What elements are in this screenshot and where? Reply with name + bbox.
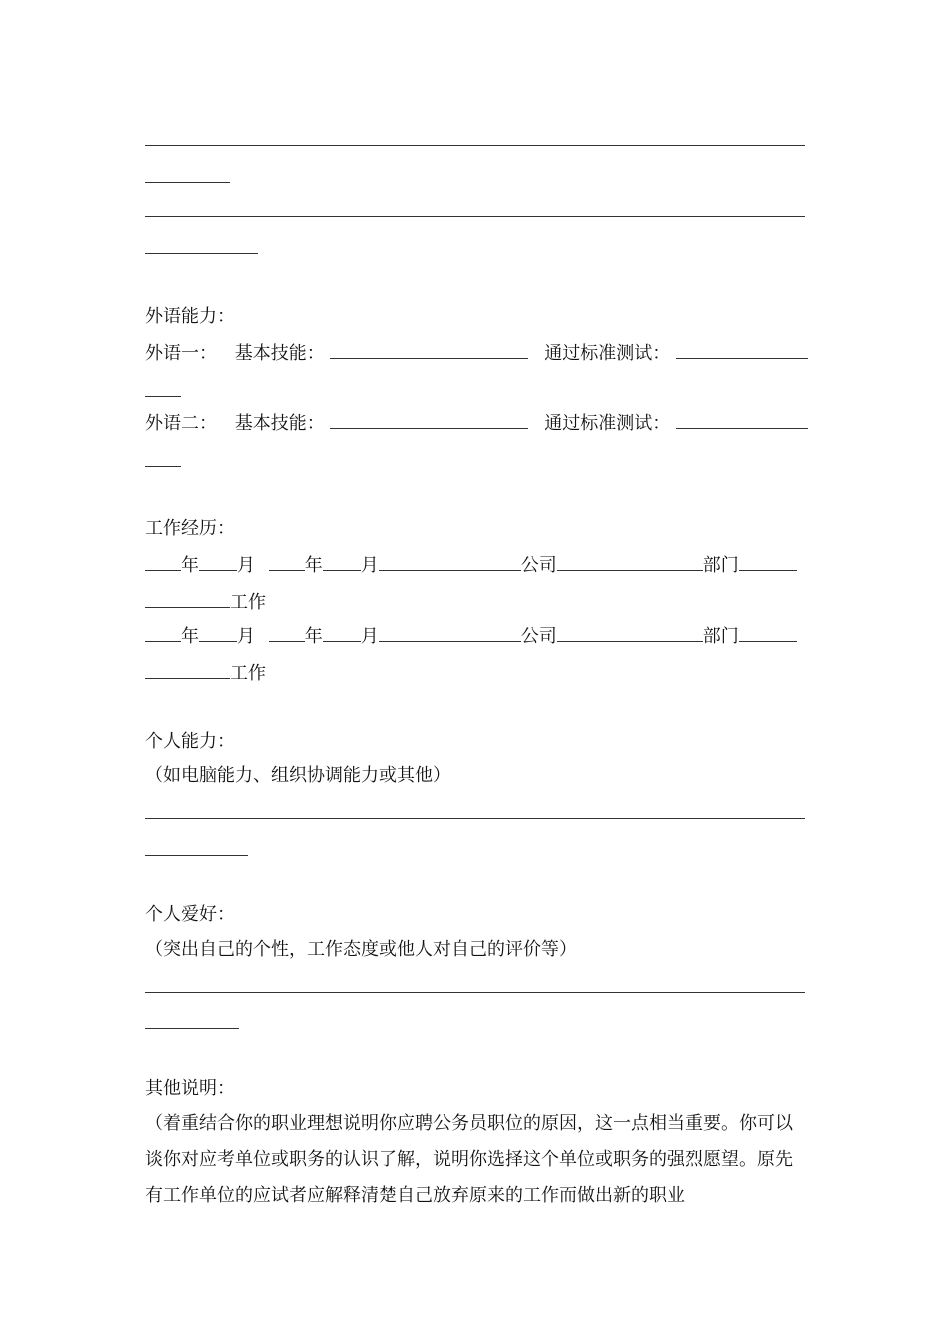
blank-line[interactable] [145, 396, 181, 397]
job-label: 工作 [230, 663, 266, 684]
test-label: 通过标准测试： [544, 413, 671, 434]
hobby-heading: 个人爱好： [145, 904, 235, 925]
job-blank[interactable] [739, 552, 797, 571]
blank-line[interactable] [145, 216, 805, 217]
dept-blank[interactable] [557, 552, 703, 571]
skill-blank[interactable] [330, 340, 528, 359]
start-year-blank[interactable] [145, 623, 181, 642]
job-blank[interactable] [145, 589, 230, 608]
dept-label: 部门 [702, 555, 739, 576]
dept-blank[interactable] [557, 623, 703, 642]
foreign-language-heading: 外语能力： [145, 306, 235, 327]
end-month-blank[interactable] [323, 552, 361, 571]
month-label: 月 [237, 626, 255, 647]
job-label: 工作 [230, 592, 266, 613]
month-label: 月 [237, 555, 255, 576]
foreign-language-2-row [145, 410, 808, 436]
lang1-label: 外语一： [145, 343, 217, 364]
start-month-blank[interactable] [199, 552, 237, 571]
blank-line[interactable] [145, 855, 248, 856]
year-label: 年 [304, 626, 323, 647]
blank-line[interactable] [145, 992, 805, 993]
job-blank[interactable] [739, 623, 797, 642]
skill-label: 基本技能： [234, 343, 325, 364]
work-row-cont [145, 660, 266, 686]
company-blank[interactable] [379, 552, 521, 571]
ability-hint: （如电脑能力、组织协调能力或其他） [145, 765, 451, 786]
lang2-label: 外语二： [145, 413, 217, 434]
company-label: 公司 [520, 555, 557, 576]
month-label: 月 [360, 626, 379, 647]
hobby-hint: （突出自己的个性，工作态度或他人对自己的评价等） [145, 939, 577, 960]
company-blank[interactable] [379, 623, 521, 642]
other-hint: （着重结合你的职业理想说明你应聘公务员职位的原因，这一点相当重要。你可以谈你对应考单位或职务的认识了解，说明你选择这个单位或职务的强烈愿望。原先有工作单位的应试者应解释清楚自己放弃原来的工作而做出新的职业 [145, 1113, 793, 1206]
work-row-cont [145, 589, 266, 615]
foreign-language-1-row [145, 340, 808, 366]
skill-blank[interactable] [330, 410, 528, 429]
other-heading: 其他说明： [145, 1078, 235, 1099]
blank-line[interactable] [145, 182, 230, 183]
test-blank[interactable] [676, 340, 808, 359]
end-year-blank[interactable] [269, 552, 305, 571]
end-year-blank[interactable] [269, 623, 305, 642]
start-year-blank[interactable] [145, 552, 181, 571]
dept-label: 部门 [702, 626, 739, 647]
job-blank[interactable] [145, 660, 230, 679]
company-label: 公司 [520, 626, 557, 647]
year-label: 年 [304, 555, 323, 576]
work-row [145, 623, 797, 649]
work-history-heading: 工作经历： [145, 518, 235, 539]
ability-heading: 个人能力： [145, 731, 235, 752]
blank-line[interactable] [145, 1028, 239, 1029]
year-label: 年 [181, 626, 199, 647]
month-label: 月 [360, 555, 379, 576]
blank-line[interactable] [145, 466, 181, 467]
blank-line[interactable] [145, 818, 805, 819]
skill-label: 基本技能： [234, 413, 325, 434]
test-blank[interactable] [676, 410, 808, 429]
blank-line[interactable] [145, 253, 258, 254]
year-label: 年 [181, 555, 199, 576]
work-row [145, 552, 797, 578]
start-month-blank[interactable] [199, 623, 237, 642]
end-month-blank[interactable] [323, 623, 361, 642]
blank-line[interactable] [145, 145, 805, 146]
test-label: 通过标准测试： [544, 343, 671, 364]
